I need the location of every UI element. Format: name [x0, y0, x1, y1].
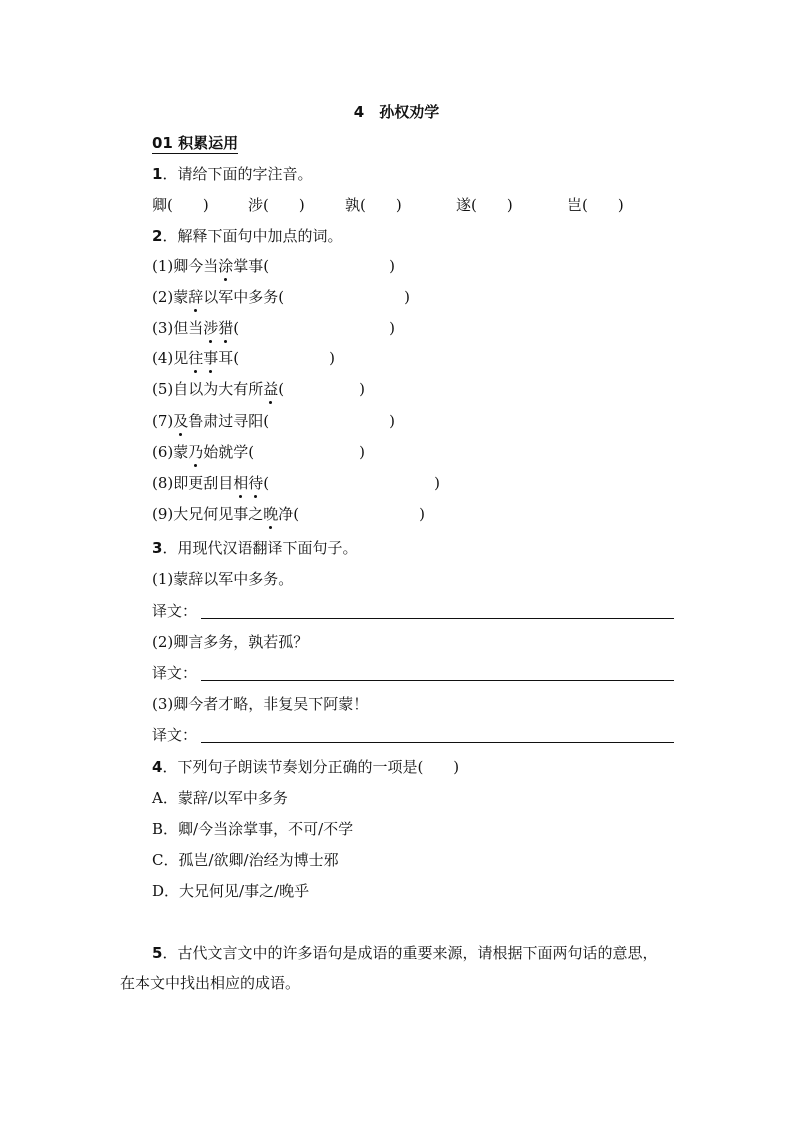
option-d[interactable]: D．大兄何见/事之/晚乎	[152, 882, 310, 900]
question-number: 5	[152, 944, 163, 962]
list-item[interactable]	[152, 473, 440, 493]
question-text: ．解释下面句中加点的词。	[162, 227, 343, 245]
question-1	[152, 164, 312, 184]
pinyin-blank[interactable]: 岂( )	[567, 196, 624, 214]
list-item[interactable]	[152, 379, 365, 399]
list-item[interactable]	[152, 504, 425, 524]
question-number: 2	[152, 227, 163, 245]
item-text: ( )	[263, 474, 440, 492]
section-heading: 01 积累运用	[152, 134, 239, 152]
translate-sentence: (2)卿言多务，孰若孤？	[152, 633, 309, 651]
item-text: (6)蒙	[152, 443, 189, 461]
item-text: 净( )	[278, 505, 425, 523]
question-5	[152, 943, 657, 963]
question-number: 4	[152, 758, 163, 776]
question-3	[152, 538, 357, 558]
list-item[interactable]	[152, 411, 395, 431]
pinyin-blank[interactable]: 涉( )	[248, 196, 305, 214]
question-text-continued: 在本文中找出相应的成语。	[120, 974, 301, 992]
item-text: ( )	[233, 319, 395, 337]
dotted-word	[203, 319, 233, 337]
dotted-char: 事	[203, 349, 219, 367]
item-text: 耳( )	[218, 349, 335, 367]
item-text: (9)大兄何见事之	[152, 505, 264, 523]
translation-label: 译文：	[152, 726, 198, 744]
item-text: ( )	[278, 380, 365, 398]
translate-sentence: (3)卿今者才略，非复吴下阿蒙！	[152, 695, 369, 713]
pinyin-blank[interactable]: 卿( )	[152, 196, 209, 214]
dotted-char: 往	[188, 349, 204, 367]
translation-label: 译文：	[152, 664, 198, 682]
list-item[interactable]	[152, 287, 410, 307]
option-c[interactable]: C．孤岂/欲卿/治经为博士邪	[152, 851, 339, 869]
list-item[interactable]	[152, 256, 395, 276]
translate-sentence: (1)蒙辞以军中多务。	[152, 570, 294, 588]
item-text: (1)卿今当	[152, 257, 219, 275]
item-text: (2)蒙	[152, 288, 189, 306]
dotted-word	[188, 349, 218, 367]
item-text: 鲁肃过寻阳( )	[188, 412, 395, 430]
page-title: 4 孙权劝学	[353, 103, 440, 121]
question-number: 1	[152, 165, 163, 183]
list-item[interactable]	[152, 442, 365, 462]
dotted-char: 待	[248, 474, 264, 492]
item-text: (3)但当	[152, 319, 204, 337]
answer-line[interactable]	[201, 680, 674, 681]
dotted-word	[233, 474, 263, 492]
dotted-word: 晚	[263, 505, 279, 523]
item-text: 掌事( )	[233, 257, 395, 275]
dotted-word: 益	[263, 380, 279, 398]
question-text: ．古代文言文中的许多语句是成语的重要来源，请根据下面两句话的意思，	[162, 944, 658, 962]
answer-line[interactable]	[201, 742, 674, 743]
item-text: (7)	[152, 412, 174, 430]
dotted-char: 相	[233, 474, 249, 492]
question-4	[152, 757, 459, 777]
item-text: (8)即更刮目	[152, 474, 234, 492]
dotted-word: 及	[173, 412, 189, 430]
dotted-char: 涉	[203, 319, 219, 337]
translation-label: 译文：	[152, 602, 198, 620]
dotted-word: 乃	[188, 443, 204, 461]
item-text: (5)自以为大有所	[152, 380, 264, 398]
option-a[interactable]: A．蒙辞/以军中多务	[152, 789, 288, 807]
dotted-word: 辞	[188, 288, 204, 306]
list-item[interactable]	[152, 348, 335, 368]
item-text: 以军中多务( )	[203, 288, 410, 306]
pinyin-blank[interactable]: 遂( )	[456, 196, 513, 214]
question-number: 3	[152, 539, 163, 557]
item-text: (4)见	[152, 349, 189, 367]
option-b[interactable]: B．卿/今当涂掌事，不可/不学	[152, 820, 354, 838]
question-text: ．下列句子朗读节奏划分正确的一项是( )	[162, 758, 460, 776]
answer-line[interactable]	[201, 618, 674, 619]
question-text: ．用现代汉语翻译下面句子。	[162, 539, 358, 557]
dotted-char: 猎	[218, 319, 234, 337]
item-text: 始就学( )	[203, 443, 365, 461]
list-item[interactable]	[152, 318, 395, 338]
question-text: ．请给下面的字注音。	[162, 165, 313, 183]
dotted-word: 涂	[218, 257, 234, 275]
pinyin-blank[interactable]: 孰( )	[345, 196, 402, 214]
question-2	[152, 226, 342, 246]
